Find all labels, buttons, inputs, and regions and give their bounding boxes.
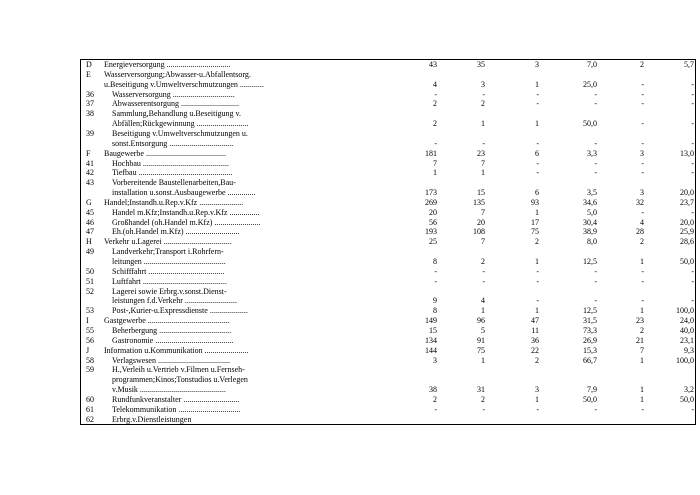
col-c: 28 (636, 227, 644, 237)
row-code: 56 (86, 335, 94, 345)
col-b: - (536, 138, 539, 148)
col-pct-c: - (691, 99, 694, 109)
col-total: 43 (429, 60, 437, 69)
col-c: - (641, 119, 644, 129)
col-a: 5 (481, 325, 485, 335)
col-b: 6 (535, 148, 539, 158)
col-total: 15 (429, 325, 437, 335)
col-a: 1 (481, 119, 485, 129)
col-c: 1 (640, 257, 644, 266)
col-b: 22 (531, 345, 539, 355)
col-c: - (641, 89, 644, 99)
col-pct-a: 66,7 (583, 355, 597, 365)
col-b: - (536, 99, 539, 109)
col-total: 181 (425, 148, 437, 158)
col-pct-a: 12,5 (583, 257, 597, 266)
col-total: - (434, 276, 437, 286)
col-a: 31 (477, 385, 485, 395)
col-a: 7 (481, 207, 485, 217)
col-pct-a: - (594, 276, 597, 286)
col-b: - (536, 168, 539, 178)
col-pct-c: 24,0 (680, 316, 694, 326)
col-b: 36 (531, 335, 539, 345)
col-b: 1 (535, 306, 539, 316)
col-a: - (482, 138, 485, 148)
col-b: 17 (531, 217, 539, 227)
col-c: - (641, 158, 644, 168)
col-pct-c: 40,0 (680, 325, 694, 335)
col-total: 20 (429, 207, 437, 217)
col-pct-a: 50,0 (583, 119, 597, 129)
col-total: 269 (425, 197, 437, 207)
col-c: 2 (640, 237, 644, 247)
row-code: 43 (86, 178, 94, 188)
row-label: u.Beseitigung v.Umweltverschmutzungen ............ (104, 79, 264, 89)
row-code: J (86, 345, 90, 355)
row-label: Abwasserentsorgung ............................. (112, 99, 239, 109)
row-label: Information u.Kommunikation ...................... (104, 345, 249, 355)
col-total: 149 (425, 316, 437, 326)
col-c: 7 (640, 345, 644, 355)
col-pct-c: 20,0 (680, 188, 694, 198)
row-label: Gastronomie ....................................... (112, 335, 234, 345)
col-b: 1 (535, 119, 539, 129)
col-pct-c: - (691, 276, 694, 286)
col-total: 2 (433, 119, 437, 129)
col-c: 1 (640, 355, 644, 365)
col-pct-c: - (691, 266, 694, 276)
col-pct-c: - (691, 158, 694, 168)
col-pct-c: - (691, 207, 694, 217)
col-a: 20 (477, 217, 485, 227)
col-total: - (434, 89, 437, 99)
row-label: Telekommunikation ............................... (112, 404, 241, 414)
row-code: 52 (86, 286, 94, 296)
col-a: 1 (481, 168, 485, 178)
row-code: 42 (86, 168, 94, 178)
row-label: Landverkehr;Transport i.Rohrfern- (112, 247, 224, 257)
col-total: 56 (429, 217, 437, 227)
col-c: - (641, 99, 644, 109)
row-label: Verkehr u.Lagerei .................................. (104, 237, 232, 247)
col-c: - (641, 266, 644, 276)
col-pct-a: - (594, 168, 597, 178)
col-pct-c: 100,0 (676, 306, 694, 316)
col-c: 32 (636, 197, 644, 207)
col-c: - (641, 207, 644, 217)
table-right-rule (695, 59, 696, 424)
col-c: 3 (640, 188, 644, 198)
row-code: 61 (86, 404, 94, 414)
col-b: 6 (535, 188, 539, 198)
row-label: Handel;Instandh.u.Rep.v.Kfz ...................... (104, 197, 244, 207)
col-a: 2 (481, 99, 485, 109)
col-b: 3 (535, 60, 539, 69)
row-label: Baugewerbe ........................................ (104, 148, 226, 158)
col-b: 47 (531, 316, 539, 326)
col-b: 3 (535, 385, 539, 395)
col-pct-a: 5,0 (587, 207, 597, 217)
col-pct-a: - (594, 138, 597, 148)
col-pct-c: 100,0 (676, 355, 694, 365)
col-pct-a: 7,9 (587, 385, 597, 395)
row-label: Wasserversorgung ............................... (112, 89, 235, 99)
col-pct-a: - (594, 99, 597, 109)
col-total: 25 (429, 237, 437, 247)
col-c: - (641, 276, 644, 286)
col-a: 96 (477, 316, 485, 326)
col-pct-a: 26,9 (583, 335, 597, 345)
row-label: Handel m.Kfz;Instandh.u.Rep.v.Kfz ............... (112, 207, 260, 217)
col-b: 2 (535, 237, 539, 247)
row-code: H (86, 237, 92, 247)
row-label: programmen;Kinos;Tonstudios u.Verlegen (112, 375, 248, 385)
col-a: 135 (473, 197, 485, 207)
col-total: - (434, 404, 437, 414)
col-total: - (434, 266, 437, 276)
col-c: - (641, 138, 644, 148)
col-b: 93 (531, 197, 539, 207)
col-b: - (536, 266, 539, 276)
col-a: 2 (481, 394, 485, 404)
row-label: Verlagswesen .................................... (112, 355, 230, 365)
row-label: Rundfunkveranstalter ............................ (112, 394, 240, 404)
col-b: 2 (535, 355, 539, 365)
row-code: I (86, 316, 89, 326)
row-label: sonst.Entsorgung ................................ (112, 138, 234, 148)
col-pct-c: 3,2 (684, 385, 694, 395)
col-pct-a: - (594, 158, 597, 168)
col-a: 3 (481, 79, 485, 89)
row-label: Tiefbau ............................................... (112, 168, 233, 178)
row-code: 39 (86, 128, 94, 138)
col-c: - (641, 168, 644, 178)
row-code: 45 (86, 207, 94, 217)
row-code: 50 (86, 266, 94, 276)
row-label: Gastgewerbe ......................................... (104, 316, 230, 326)
col-c: 1 (640, 394, 644, 404)
row-label: Post-,Kurier-u.Expressdienste ................... (112, 306, 248, 316)
col-c: 2 (640, 60, 644, 69)
col-pct-c: 50,0 (680, 257, 694, 266)
row-code: 59 (86, 365, 94, 375)
col-a: 35 (477, 60, 485, 69)
col-total: 2 (433, 394, 437, 404)
row-code: 55 (86, 325, 94, 335)
col-pct-c: - (691, 79, 694, 89)
col-pct-c: 23,1 (680, 335, 694, 345)
col-a: 1 (481, 306, 485, 316)
col-pct-a: 8,0 (587, 237, 597, 247)
row-code: 49 (86, 247, 94, 257)
col-b: 11 (531, 325, 539, 335)
col-b: 1 (535, 257, 539, 266)
col-total: 3 (433, 355, 437, 365)
row-code: F (86, 148, 91, 158)
col-c: 1 (640, 385, 644, 395)
col-a: 1 (481, 355, 485, 365)
col-c: 21 (636, 335, 644, 345)
row-label: Wasserversorgung;Abwasser-u.Abfallentsorg. (104, 69, 251, 79)
row-code: E (86, 69, 91, 79)
col-a: - (482, 89, 485, 99)
col-a: - (482, 276, 485, 286)
row-label: Beherbergung .................................... (112, 325, 232, 335)
col-pct-a: 30,4 (583, 217, 597, 227)
row-code: 46 (86, 217, 94, 227)
col-c: 1 (640, 306, 644, 316)
col-pct-a: - (594, 89, 597, 99)
col-pct-c: 5,7 (684, 60, 694, 69)
col-b: - (536, 276, 539, 286)
col-total: 9 (433, 296, 437, 306)
col-total: 2 (433, 99, 437, 109)
col-total: 1 (433, 168, 437, 178)
col-total: 7 (433, 158, 437, 168)
row-label: leitungen ......................................... (112, 257, 226, 266)
col-pct-a: 3,3 (587, 148, 597, 158)
row-label: Hochbau ........................................... (112, 158, 229, 168)
col-pct-a: 50,0 (583, 394, 597, 404)
col-b: - (536, 404, 539, 414)
col-pct-c: - (691, 89, 694, 99)
col-total: - (434, 138, 437, 148)
col-b: 1 (535, 394, 539, 404)
col-pct-a: 31,5 (583, 316, 597, 326)
col-a: 7 (481, 158, 485, 168)
row-code: 36 (86, 89, 94, 99)
row-code: 60 (86, 394, 94, 404)
row-code: 51 (86, 276, 94, 286)
col-b: 1 (535, 79, 539, 89)
col-total: 173 (425, 188, 437, 198)
col-pct-c: - (691, 138, 694, 148)
row-code: 38 (86, 109, 94, 119)
col-c: 3 (640, 148, 644, 158)
col-a: 4 (481, 296, 485, 306)
row-code: 41 (86, 158, 94, 168)
col-c: - (641, 79, 644, 89)
col-b: - (536, 89, 539, 99)
col-c: 23 (636, 316, 644, 326)
row-label: Großhandel (oh.Handel m.Kfz) ....................... (112, 217, 261, 227)
col-b: - (536, 296, 539, 306)
col-pct-c: 25,9 (680, 227, 694, 237)
row-code: 37 (86, 99, 94, 109)
col-pct-c: - (691, 296, 694, 306)
col-pct-a: 34,6 (583, 197, 597, 207)
row-label: Lagerei sowie Erbrg.v.sonst.Dienst- (112, 286, 227, 296)
col-pct-c: 13,0 (680, 148, 694, 158)
row-label: leistungen f.d.Verkehr .......................... (112, 296, 237, 306)
row-label: Abfällen;Rückgewinnung .......................... (112, 119, 249, 129)
col-pct-a: 15,3 (583, 345, 597, 355)
row-code: 62 (86, 414, 94, 424)
row-label: Sammlung,Behandlung u.Beseitigung v. (112, 109, 242, 119)
col-a: 7 (481, 237, 485, 247)
table-left-rule (80, 59, 81, 424)
col-b: 1 (535, 207, 539, 217)
row-label: Vorbereitende Baustellenarbeiten,Bau- (112, 178, 236, 188)
col-total: 134 (425, 335, 437, 345)
col-total: 8 (433, 306, 437, 316)
col-pct-a: 7,0 (587, 60, 597, 69)
row-label: v.Musik ........................................... (112, 385, 226, 395)
col-a: 2 (481, 257, 485, 266)
col-pct-c: 9,3 (684, 345, 694, 355)
row-code: G (86, 197, 92, 207)
row-code: 58 (86, 355, 94, 365)
row-label: Luftfahrt .......................................... (112, 276, 227, 286)
col-c: 4 (640, 217, 644, 227)
col-c: 2 (640, 325, 644, 335)
col-pct-a: - (594, 296, 597, 306)
col-b: - (536, 158, 539, 168)
row-label: H.,Verleih u.Vertrieb v.Filmen u.Fernseh- (112, 365, 245, 375)
col-a: 15 (477, 188, 485, 198)
col-a: 91 (477, 335, 485, 345)
col-total: 38 (429, 385, 437, 395)
col-total: 144 (425, 345, 437, 355)
col-pct-c: 20,0 (680, 217, 694, 227)
col-pct-c: 28,6 (680, 237, 694, 247)
col-a: 23 (477, 148, 485, 158)
row-code: 47 (86, 227, 94, 237)
col-pct-a: 12,5 (583, 306, 597, 316)
col-pct-a: 3,5 (587, 188, 597, 198)
col-pct-a: - (594, 404, 597, 414)
row-label: Energieversorgung ................................ (104, 60, 231, 69)
col-total: 193 (425, 227, 437, 237)
row-code: 53 (86, 306, 94, 316)
col-pct-c: - (691, 404, 694, 414)
col-pct-c: - (691, 119, 694, 129)
col-a: - (482, 404, 485, 414)
col-total: 4 (433, 79, 437, 89)
col-pct-a: - (594, 266, 597, 276)
row-code: D (86, 60, 92, 69)
row-label: Schifffahrt ...................................... (112, 266, 225, 276)
col-pct-a: 25,0 (583, 79, 597, 89)
col-pct-c: 23,7 (680, 197, 694, 207)
row-label: Eh.(oh.Handel m.Kfz) ........................... (112, 227, 240, 237)
col-a: 108 (473, 227, 485, 237)
row-label: Erbrg.v.Dienstleistungen (112, 414, 192, 424)
col-c: - (641, 296, 644, 306)
col-pct-c: 50,0 (680, 394, 694, 404)
col-a: - (482, 266, 485, 276)
col-pct-a: 38,9 (583, 227, 597, 237)
col-b: 75 (531, 227, 539, 237)
col-c: - (641, 404, 644, 414)
col-pct-a: 73,3 (583, 325, 597, 335)
col-total: 8 (433, 257, 437, 266)
row-label: Beseitigung v.Umweltverschmutzungen u. (112, 128, 248, 138)
col-a: 75 (477, 345, 485, 355)
row-label: installation u.sonst.Ausbaugewerbe .............. (112, 188, 256, 198)
col-pct-c: - (691, 168, 694, 178)
